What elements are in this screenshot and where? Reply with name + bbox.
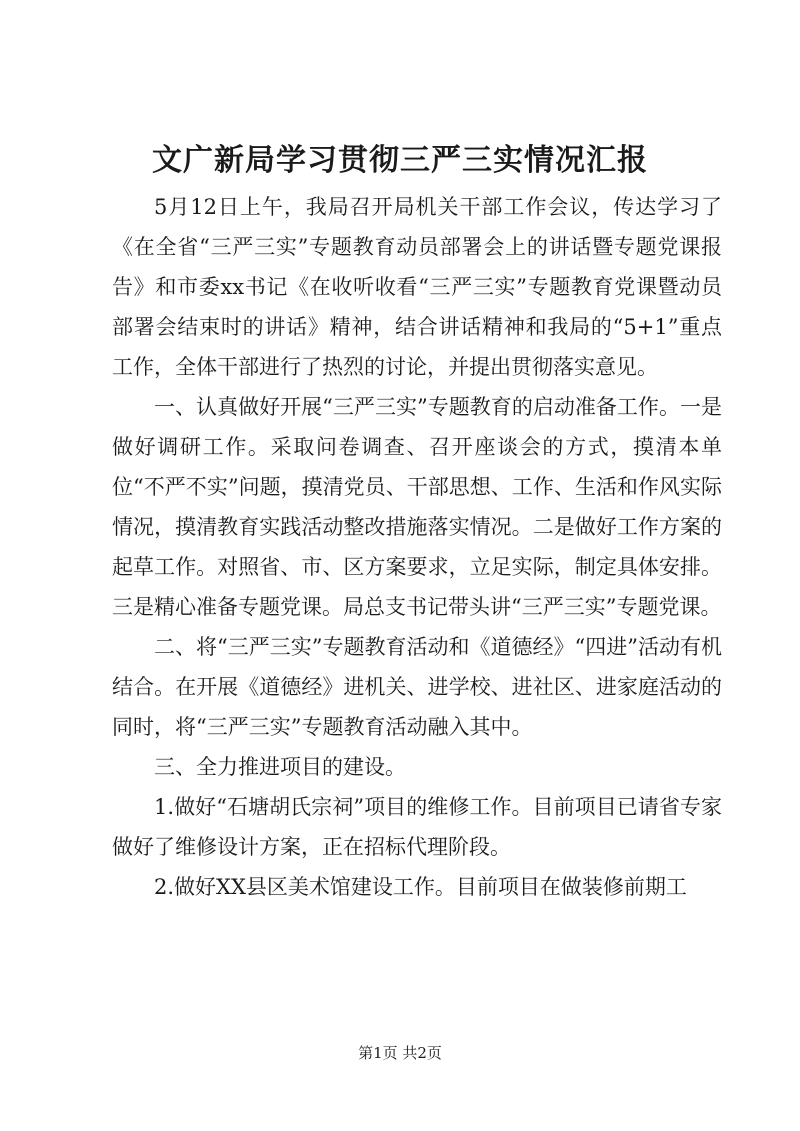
paragraph-section-two: 二、将“三严三实”专题教育活动和《道德经》“四进”活动有机结合。在开展《道德经》进机关、进学校、进社区、进家庭活动的同时，将“三严三实”专题教育活动融入其中。 (112, 635, 722, 739)
paragraph-section-one: 一、认真做好开展“三严三实”专题教育的启动准备工作。一是做好调研工作。采取问卷调查、召开座谈会的方式，摸清本单位“不严不实”问题，摸清党员、干部思想、工作、生活和作风实际情况，摸清教育实践活动整改措施落实情况。二是做好工作方案的起草工作。对照省、市、区方案要求，立足实际，制定具体安排。三是精心准备专题党课。局总支书记带头讲“三严三实”专题党课。 (112, 395, 722, 619)
paragraph-meeting-summary: 5月12日上午，我局召开局机关干部工作会议，传达学习了《在全省“三严三实”专题教育动员部署会上的讲话暨专题党课报告》和市委xx书记《在收听收看“三严三实”专题教育党课暨动员部署会结束时的讲话》精神，结合讲话精神和我局的“5+1”重点工作，全体干部进行了热烈的讨论，并提出贯彻落实意见。 (112, 195, 722, 379)
document-title: 文广新局学习贯彻三严三实情况汇报 (152, 143, 648, 178)
document-body (112, 187, 722, 907)
paragraph-item-one: 1.做好“石塘胡氏宗祠”项目的维修工作。目前项目已请省专家做好了维修设计方案，正在招标代理阶段。 (112, 795, 722, 859)
paragraph-section-three: 三、全力推进项目的建设。 (154, 755, 406, 779)
page-number-footer: 第1页 共2页 (358, 1044, 442, 1062)
paragraph-item-two: 2.做好XX县区美术馆建设工作。目前项目在做装修前期工 (154, 875, 687, 899)
